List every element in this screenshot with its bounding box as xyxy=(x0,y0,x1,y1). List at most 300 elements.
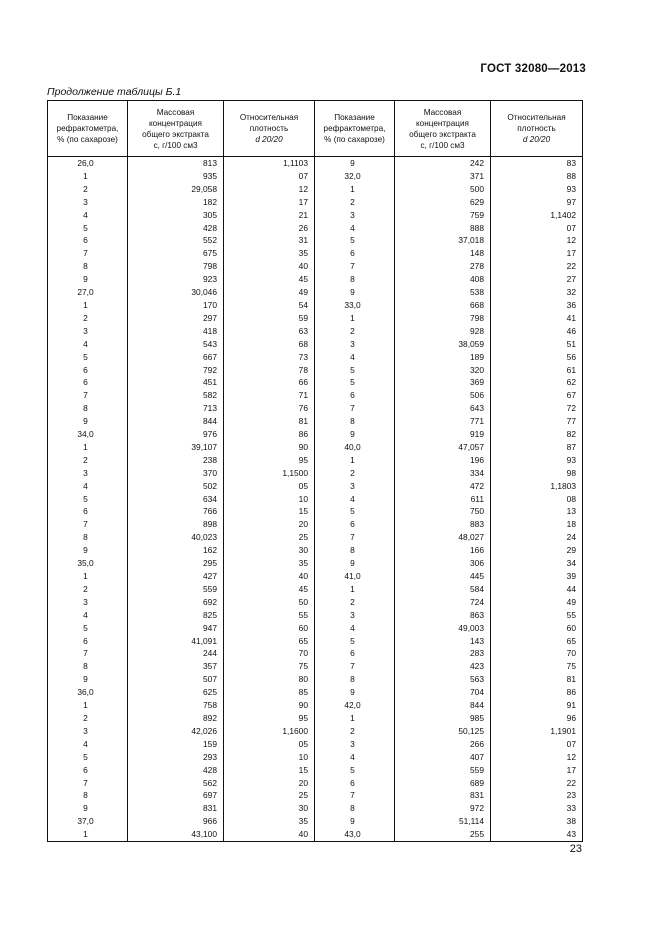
mass-concentration-cell: 159 xyxy=(128,738,224,751)
refractometer-reading-cell: 8 xyxy=(315,415,395,428)
refractometer-reading-cell: 7 xyxy=(315,660,395,673)
refractometer-reading-cell: 2 xyxy=(315,596,395,609)
mass-concentration-cell: 293 xyxy=(128,751,224,764)
relative-density-cell: 55 xyxy=(224,609,315,622)
relative-density-cell: 81 xyxy=(224,415,315,428)
refractometer-reading-cell: 4 xyxy=(48,738,128,751)
mass-concentration-cell: 562 xyxy=(128,777,224,790)
mass-concentration-cell: 976 xyxy=(128,428,224,441)
refractometer-reading-cell: 6 xyxy=(48,505,128,518)
relative-density-cell: 49 xyxy=(491,596,583,609)
relative-density-cell: 41 xyxy=(491,312,583,325)
relative-density-cell: 70 xyxy=(224,647,315,660)
relative-density-cell: 18 xyxy=(491,518,583,531)
mass-concentration-cell: 51,114 xyxy=(395,815,491,828)
relative-density-cell: 33 xyxy=(491,802,583,815)
relative-density-cell: 76 xyxy=(224,402,315,415)
relative-density-cell: 62 xyxy=(491,376,583,389)
table-row xyxy=(48,441,583,454)
relative-density-cell: 86 xyxy=(224,428,315,441)
relative-density-cell: 20 xyxy=(224,777,315,790)
refractometer-reading-cell: 27,0 xyxy=(48,286,128,299)
refractometer-reading-cell: 1 xyxy=(48,699,128,712)
relative-density-cell: 63 xyxy=(224,325,315,338)
relative-density-cell: 97 xyxy=(491,196,583,209)
table-row xyxy=(48,389,583,402)
table-row xyxy=(48,647,583,660)
mass-concentration-cell: 825 xyxy=(128,609,224,622)
relative-density-cell: 82 xyxy=(491,428,583,441)
mass-concentration-cell: 947 xyxy=(128,622,224,635)
table-caption: Продолжение таблицы Б.1 xyxy=(47,86,182,98)
refractometer-reading-cell: 8 xyxy=(48,789,128,802)
mass-concentration-cell: 242 xyxy=(395,157,491,170)
refractometer-reading-cell: 7 xyxy=(315,531,395,544)
mass-concentration-cell: 278 xyxy=(395,260,491,273)
refractometer-reading-cell: 5 xyxy=(315,764,395,777)
mass-concentration-cell: 507 xyxy=(128,673,224,686)
mass-concentration-cell: 543 xyxy=(128,338,224,351)
table-row xyxy=(48,209,583,222)
refractometer-reading-cell: 3 xyxy=(48,467,128,480)
refractometer-reading-cell: 9 xyxy=(48,673,128,686)
refractometer-reading-cell: 5 xyxy=(48,351,128,364)
mass-concentration-cell: 43,100 xyxy=(128,828,224,841)
relative-density-cell: 40 xyxy=(224,828,315,841)
table-row xyxy=(48,454,583,467)
table-row xyxy=(48,609,583,622)
mass-concentration-cell: 371 xyxy=(395,170,491,183)
mass-concentration-cell: 428 xyxy=(128,222,224,235)
mass-concentration-cell: 244 xyxy=(128,647,224,660)
table-row xyxy=(48,467,583,480)
page-number: 23 xyxy=(569,843,582,855)
relative-density-cell: 26 xyxy=(224,222,315,235)
mass-concentration-cell: 643 xyxy=(395,402,491,415)
mass-concentration-cell: 611 xyxy=(395,493,491,506)
refractometer-reading-cell: 9 xyxy=(315,686,395,699)
relative-density-cell: 66 xyxy=(224,376,315,389)
mass-concentration-cell: 831 xyxy=(128,802,224,815)
table-row xyxy=(48,415,583,428)
relative-density-cell: 59 xyxy=(224,312,315,325)
table-row xyxy=(48,493,583,506)
refractometer-reading-cell: 1 xyxy=(315,183,395,196)
mass-concentration-cell: 883 xyxy=(395,518,491,531)
mass-concentration-cell: 407 xyxy=(395,751,491,764)
relative-density-cell: 1,1803 xyxy=(491,480,583,493)
standard-code: ГОСТ 32080—2013 xyxy=(480,63,586,75)
relative-density-cell: 40 xyxy=(224,260,315,273)
refractometer-reading-cell: 1 xyxy=(48,828,128,841)
mass-concentration-cell: 713 xyxy=(128,402,224,415)
refractometer-reading-cell: 1 xyxy=(315,583,395,596)
refractometer-reading-cell: 4 xyxy=(48,609,128,622)
mass-concentration-cell: 985 xyxy=(395,712,491,725)
table-row xyxy=(48,751,583,764)
table-row xyxy=(48,351,583,364)
header-mass-concentration-right: Массовая концентрация общего экстракта c, г/100 см3 xyxy=(395,101,491,157)
mass-concentration-cell: 798 xyxy=(128,260,224,273)
relative-density-cell: 20 xyxy=(224,518,315,531)
mass-concentration-cell: 428 xyxy=(128,764,224,777)
relative-density-cell: 30 xyxy=(224,802,315,815)
mass-concentration-cell: 41,091 xyxy=(128,635,224,648)
relative-density-cell: 31 xyxy=(224,234,315,247)
refractometer-reading-cell: 43,0 xyxy=(315,828,395,841)
mass-concentration-cell: 552 xyxy=(128,234,224,247)
mass-concentration-cell: 143 xyxy=(395,635,491,648)
mass-concentration-cell: 162 xyxy=(128,544,224,557)
table-body xyxy=(48,157,583,842)
mass-concentration-cell: 40,023 xyxy=(128,531,224,544)
table-row xyxy=(48,738,583,751)
relative-density-cell: 70 xyxy=(491,647,583,660)
refractometer-reading-cell: 7 xyxy=(48,389,128,402)
refractometer-reading-cell: 37,0 xyxy=(48,815,128,828)
table-row xyxy=(48,170,583,183)
relative-density-cell: 46 xyxy=(491,325,583,338)
refractometer-reading-cell: 3 xyxy=(315,209,395,222)
relative-density-cell: 45 xyxy=(224,273,315,286)
refractometer-reading-cell: 3 xyxy=(48,725,128,738)
relative-density-cell: 25 xyxy=(224,789,315,802)
refractometer-reading-cell: 2 xyxy=(48,712,128,725)
header-refractometer-right: Показание рефрактометра, % (по сахарозе) xyxy=(315,101,395,157)
refractometer-reading-cell: 4 xyxy=(315,351,395,364)
refractometer-reading-cell: 9 xyxy=(315,286,395,299)
mass-concentration-cell: 813 xyxy=(128,157,224,170)
refractometer-reading-cell: 41,0 xyxy=(315,570,395,583)
relative-density-cell: 68 xyxy=(224,338,315,351)
mass-concentration-cell: 559 xyxy=(128,583,224,596)
relative-density-cell: 72 xyxy=(491,402,583,415)
refractometer-reading-cell: 26,0 xyxy=(48,157,128,170)
relative-density-cell: 67 xyxy=(491,389,583,402)
refractometer-reading-cell: 1 xyxy=(48,441,128,454)
relative-density-cell: 39 xyxy=(491,570,583,583)
relative-density-cell: 98 xyxy=(491,467,583,480)
mass-concentration-cell: 792 xyxy=(128,364,224,377)
relative-density-cell: 10 xyxy=(224,493,315,506)
refractometer-reading-cell: 3 xyxy=(315,609,395,622)
relative-density-cell: 05 xyxy=(224,738,315,751)
table-row xyxy=(48,764,583,777)
refractometer-reading-cell: 4 xyxy=(48,338,128,351)
refractometer-reading-cell: 2 xyxy=(315,725,395,738)
refractometer-reading-cell: 2 xyxy=(315,467,395,480)
table-row xyxy=(48,570,583,583)
refractometer-reading-cell: 34,0 xyxy=(48,428,128,441)
relative-density-cell: 38 xyxy=(491,815,583,828)
refractometer-reading-cell: 1 xyxy=(48,570,128,583)
relative-density-cell: 95 xyxy=(224,454,315,467)
refractometer-reading-cell: 5 xyxy=(315,234,395,247)
relative-density-cell: 34 xyxy=(491,557,583,570)
relative-density-cell: 78 xyxy=(224,364,315,377)
mass-concentration-cell: 47,057 xyxy=(395,441,491,454)
relative-density-cell: 35 xyxy=(224,557,315,570)
table-row xyxy=(48,480,583,493)
refractometer-reading-cell: 5 xyxy=(315,364,395,377)
refractometer-reading-cell: 32,0 xyxy=(315,170,395,183)
mass-concentration-cell: 559 xyxy=(395,764,491,777)
relative-density-cell: 07 xyxy=(491,738,583,751)
relative-density-cell: 93 xyxy=(491,454,583,467)
data-table xyxy=(47,100,583,842)
mass-concentration-cell: 667 xyxy=(128,351,224,364)
mass-concentration-cell: 196 xyxy=(395,454,491,467)
table-row xyxy=(48,673,583,686)
refractometer-reading-cell: 33,0 xyxy=(315,299,395,312)
mass-concentration-cell: 538 xyxy=(395,286,491,299)
mass-concentration-cell: 48,027 xyxy=(395,531,491,544)
refractometer-reading-cell: 5 xyxy=(48,222,128,235)
refractometer-reading-cell: 3 xyxy=(48,325,128,338)
refractometer-reading-cell: 1 xyxy=(48,170,128,183)
refractometer-reading-cell: 6 xyxy=(48,764,128,777)
refractometer-reading-cell: 9 xyxy=(315,428,395,441)
relative-density-cell: 49 xyxy=(224,286,315,299)
mass-concentration-cell: 966 xyxy=(128,815,224,828)
mass-concentration-cell: 148 xyxy=(395,247,491,260)
mass-concentration-cell: 166 xyxy=(395,544,491,557)
table-row xyxy=(48,518,583,531)
relative-density-cell: 1,1901 xyxy=(491,725,583,738)
mass-concentration-cell: 750 xyxy=(395,505,491,518)
mass-concentration-cell: 49,003 xyxy=(395,622,491,635)
refractometer-reading-cell: 5 xyxy=(315,635,395,648)
table-row xyxy=(48,712,583,725)
relative-density-cell: 60 xyxy=(491,622,583,635)
relative-density-cell: 77 xyxy=(491,415,583,428)
relative-density-cell: 30 xyxy=(224,544,315,557)
relative-density-cell: 32 xyxy=(491,286,583,299)
relative-density-cell: 22 xyxy=(491,260,583,273)
mass-concentration-cell: 798 xyxy=(395,312,491,325)
mass-concentration-cell: 771 xyxy=(395,415,491,428)
mass-concentration-cell: 170 xyxy=(128,299,224,312)
mass-concentration-cell: 863 xyxy=(395,609,491,622)
mass-concentration-cell: 427 xyxy=(128,570,224,583)
relative-density-cell: 96 xyxy=(491,712,583,725)
mass-concentration-cell: 502 xyxy=(128,480,224,493)
refractometer-reading-cell: 40,0 xyxy=(315,441,395,454)
mass-concentration-cell: 919 xyxy=(395,428,491,441)
refractometer-reading-cell: 2 xyxy=(315,196,395,209)
mass-concentration-cell: 29,058 xyxy=(128,183,224,196)
table-row xyxy=(48,557,583,570)
relative-density-cell: 45 xyxy=(224,583,315,596)
mass-concentration-cell: 369 xyxy=(395,376,491,389)
refractometer-reading-cell: 6 xyxy=(315,247,395,260)
mass-concentration-cell: 39,107 xyxy=(128,441,224,454)
relative-density-cell: 83 xyxy=(491,157,583,170)
relative-density-cell: 50 xyxy=(224,596,315,609)
mass-concentration-cell: 582 xyxy=(128,389,224,402)
relative-density-cell: 35 xyxy=(224,247,315,260)
header-mass-concentration-left: Массовая концентрация общего экстракта c, г/100 см3 xyxy=(128,101,224,157)
mass-concentration-cell: 37,018 xyxy=(395,234,491,247)
refractometer-reading-cell: 2 xyxy=(315,325,395,338)
refractometer-reading-cell: 5 xyxy=(315,376,395,389)
relative-density-cell: 73 xyxy=(224,351,315,364)
mass-concentration-cell: 500 xyxy=(395,183,491,196)
relative-density-cell: 93 xyxy=(491,183,583,196)
table-row xyxy=(48,505,583,518)
refractometer-reading-cell: 42,0 xyxy=(315,699,395,712)
relative-density-cell: 54 xyxy=(224,299,315,312)
mass-concentration-cell: 418 xyxy=(128,325,224,338)
relative-density-cell: 24 xyxy=(491,531,583,544)
relative-density-cell: 15 xyxy=(224,764,315,777)
relative-density-cell: 35 xyxy=(224,815,315,828)
relative-density-cell: 88 xyxy=(491,170,583,183)
relative-density-cell: 07 xyxy=(491,222,583,235)
relative-density-cell: 22 xyxy=(491,777,583,790)
relative-density-cell: 51 xyxy=(491,338,583,351)
relative-density-cell: 17 xyxy=(224,196,315,209)
relative-density-cell: 90 xyxy=(224,441,315,454)
relative-density-cell: 12 xyxy=(491,234,583,247)
mass-concentration-cell: 634 xyxy=(128,493,224,506)
refractometer-reading-cell: 6 xyxy=(315,518,395,531)
refractometer-reading-cell: 6 xyxy=(48,234,128,247)
mass-concentration-cell: 584 xyxy=(395,583,491,596)
table-row xyxy=(48,828,583,841)
refractometer-reading-cell: 8 xyxy=(48,402,128,415)
mass-concentration-cell: 370 xyxy=(128,467,224,480)
table-row xyxy=(48,234,583,247)
mass-concentration-cell: 182 xyxy=(128,196,224,209)
table-row xyxy=(48,583,583,596)
mass-concentration-cell: 423 xyxy=(395,660,491,673)
relative-density-cell: 25 xyxy=(224,531,315,544)
refractometer-reading-cell: 8 xyxy=(48,531,128,544)
relative-density-cell: 27 xyxy=(491,273,583,286)
table-row xyxy=(48,183,583,196)
relative-density-cell: 60 xyxy=(224,622,315,635)
mass-concentration-cell: 189 xyxy=(395,351,491,364)
relative-density-cell: 56 xyxy=(491,351,583,364)
mass-concentration-cell: 306 xyxy=(395,557,491,570)
relative-density-cell: 15 xyxy=(224,505,315,518)
relative-density-cell: 1,1500 xyxy=(224,467,315,480)
mass-concentration-cell: 563 xyxy=(395,673,491,686)
mass-concentration-cell: 888 xyxy=(395,222,491,235)
mass-concentration-cell: 844 xyxy=(128,415,224,428)
table-row xyxy=(48,815,583,828)
table-row xyxy=(48,222,583,235)
mass-concentration-cell: 472 xyxy=(395,480,491,493)
relative-density-cell: 29 xyxy=(491,544,583,557)
refractometer-reading-cell: 4 xyxy=(315,222,395,235)
relative-density-cell: 10 xyxy=(224,751,315,764)
table-row xyxy=(48,312,583,325)
refractometer-reading-cell: 35,0 xyxy=(48,557,128,570)
relative-density-cell: 23 xyxy=(491,789,583,802)
refractometer-reading-cell: 1 xyxy=(315,454,395,467)
refractometer-reading-cell: 7 xyxy=(48,518,128,531)
table-row xyxy=(48,777,583,790)
refractometer-reading-cell: 3 xyxy=(315,738,395,751)
relative-density-cell: 75 xyxy=(224,660,315,673)
mass-concentration-cell: 506 xyxy=(395,389,491,402)
table-row xyxy=(48,789,583,802)
mass-concentration-cell: 923 xyxy=(128,273,224,286)
mass-concentration-cell: 629 xyxy=(395,196,491,209)
refractometer-reading-cell: 3 xyxy=(48,196,128,209)
relative-density-cell: 17 xyxy=(491,764,583,777)
relative-density-cell: 08 xyxy=(491,493,583,506)
mass-concentration-cell: 668 xyxy=(395,299,491,312)
refractometer-reading-cell: 9 xyxy=(48,544,128,557)
refractometer-reading-cell: 9 xyxy=(315,157,395,170)
refractometer-reading-cell: 2 xyxy=(48,454,128,467)
relative-density-cell: 87 xyxy=(491,441,583,454)
relative-density-cell: 07 xyxy=(224,170,315,183)
refractometer-reading-cell: 8 xyxy=(48,260,128,273)
refractometer-reading-cell: 6 xyxy=(315,777,395,790)
table-row xyxy=(48,247,583,260)
refractometer-reading-cell: 4 xyxy=(315,751,395,764)
refractometer-reading-cell: 5 xyxy=(48,622,128,635)
relative-density-cell: 61 xyxy=(491,364,583,377)
mass-concentration-cell: 935 xyxy=(128,170,224,183)
relative-density-cell: 12 xyxy=(491,751,583,764)
refractometer-reading-cell: 3 xyxy=(315,480,395,493)
refractometer-reading-cell: 7 xyxy=(48,777,128,790)
mass-concentration-cell: 283 xyxy=(395,647,491,660)
mass-concentration-cell: 625 xyxy=(128,686,224,699)
refractometer-reading-cell: 4 xyxy=(315,493,395,506)
refractometer-reading-cell: 5 xyxy=(315,505,395,518)
refractometer-reading-cell: 1 xyxy=(315,312,395,325)
refractometer-reading-cell: 6 xyxy=(48,635,128,648)
mass-concentration-cell: 334 xyxy=(395,467,491,480)
table-row xyxy=(48,596,583,609)
relative-density-cell: 55 xyxy=(491,609,583,622)
relative-density-cell: 40 xyxy=(224,570,315,583)
relative-density-cell: 95 xyxy=(224,712,315,725)
mass-concentration-cell: 357 xyxy=(128,660,224,673)
mass-concentration-cell: 928 xyxy=(395,325,491,338)
mass-concentration-cell: 759 xyxy=(395,209,491,222)
table-row xyxy=(48,338,583,351)
refractometer-reading-cell: 6 xyxy=(315,647,395,660)
refractometer-reading-cell: 9 xyxy=(315,557,395,570)
table-row xyxy=(48,286,583,299)
mass-concentration-cell: 758 xyxy=(128,699,224,712)
mass-concentration-cell: 724 xyxy=(395,596,491,609)
mass-concentration-cell: 898 xyxy=(128,518,224,531)
mass-concentration-cell: 297 xyxy=(128,312,224,325)
mass-concentration-cell: 704 xyxy=(395,686,491,699)
refractometer-reading-cell: 8 xyxy=(315,673,395,686)
relative-density-cell: 17 xyxy=(491,247,583,260)
table-row xyxy=(48,260,583,273)
relative-density-cell: 44 xyxy=(491,583,583,596)
refractometer-reading-cell: 9 xyxy=(48,415,128,428)
refractometer-reading-cell: 7 xyxy=(48,647,128,660)
mass-concentration-cell: 38,059 xyxy=(395,338,491,351)
refractometer-reading-cell: 6 xyxy=(48,376,128,389)
refractometer-reading-cell: 7 xyxy=(315,260,395,273)
mass-concentration-cell: 831 xyxy=(395,789,491,802)
relative-density-cell: 1,1402 xyxy=(491,209,583,222)
refractometer-reading-cell: 9 xyxy=(315,815,395,828)
relative-density-cell: 90 xyxy=(224,699,315,712)
